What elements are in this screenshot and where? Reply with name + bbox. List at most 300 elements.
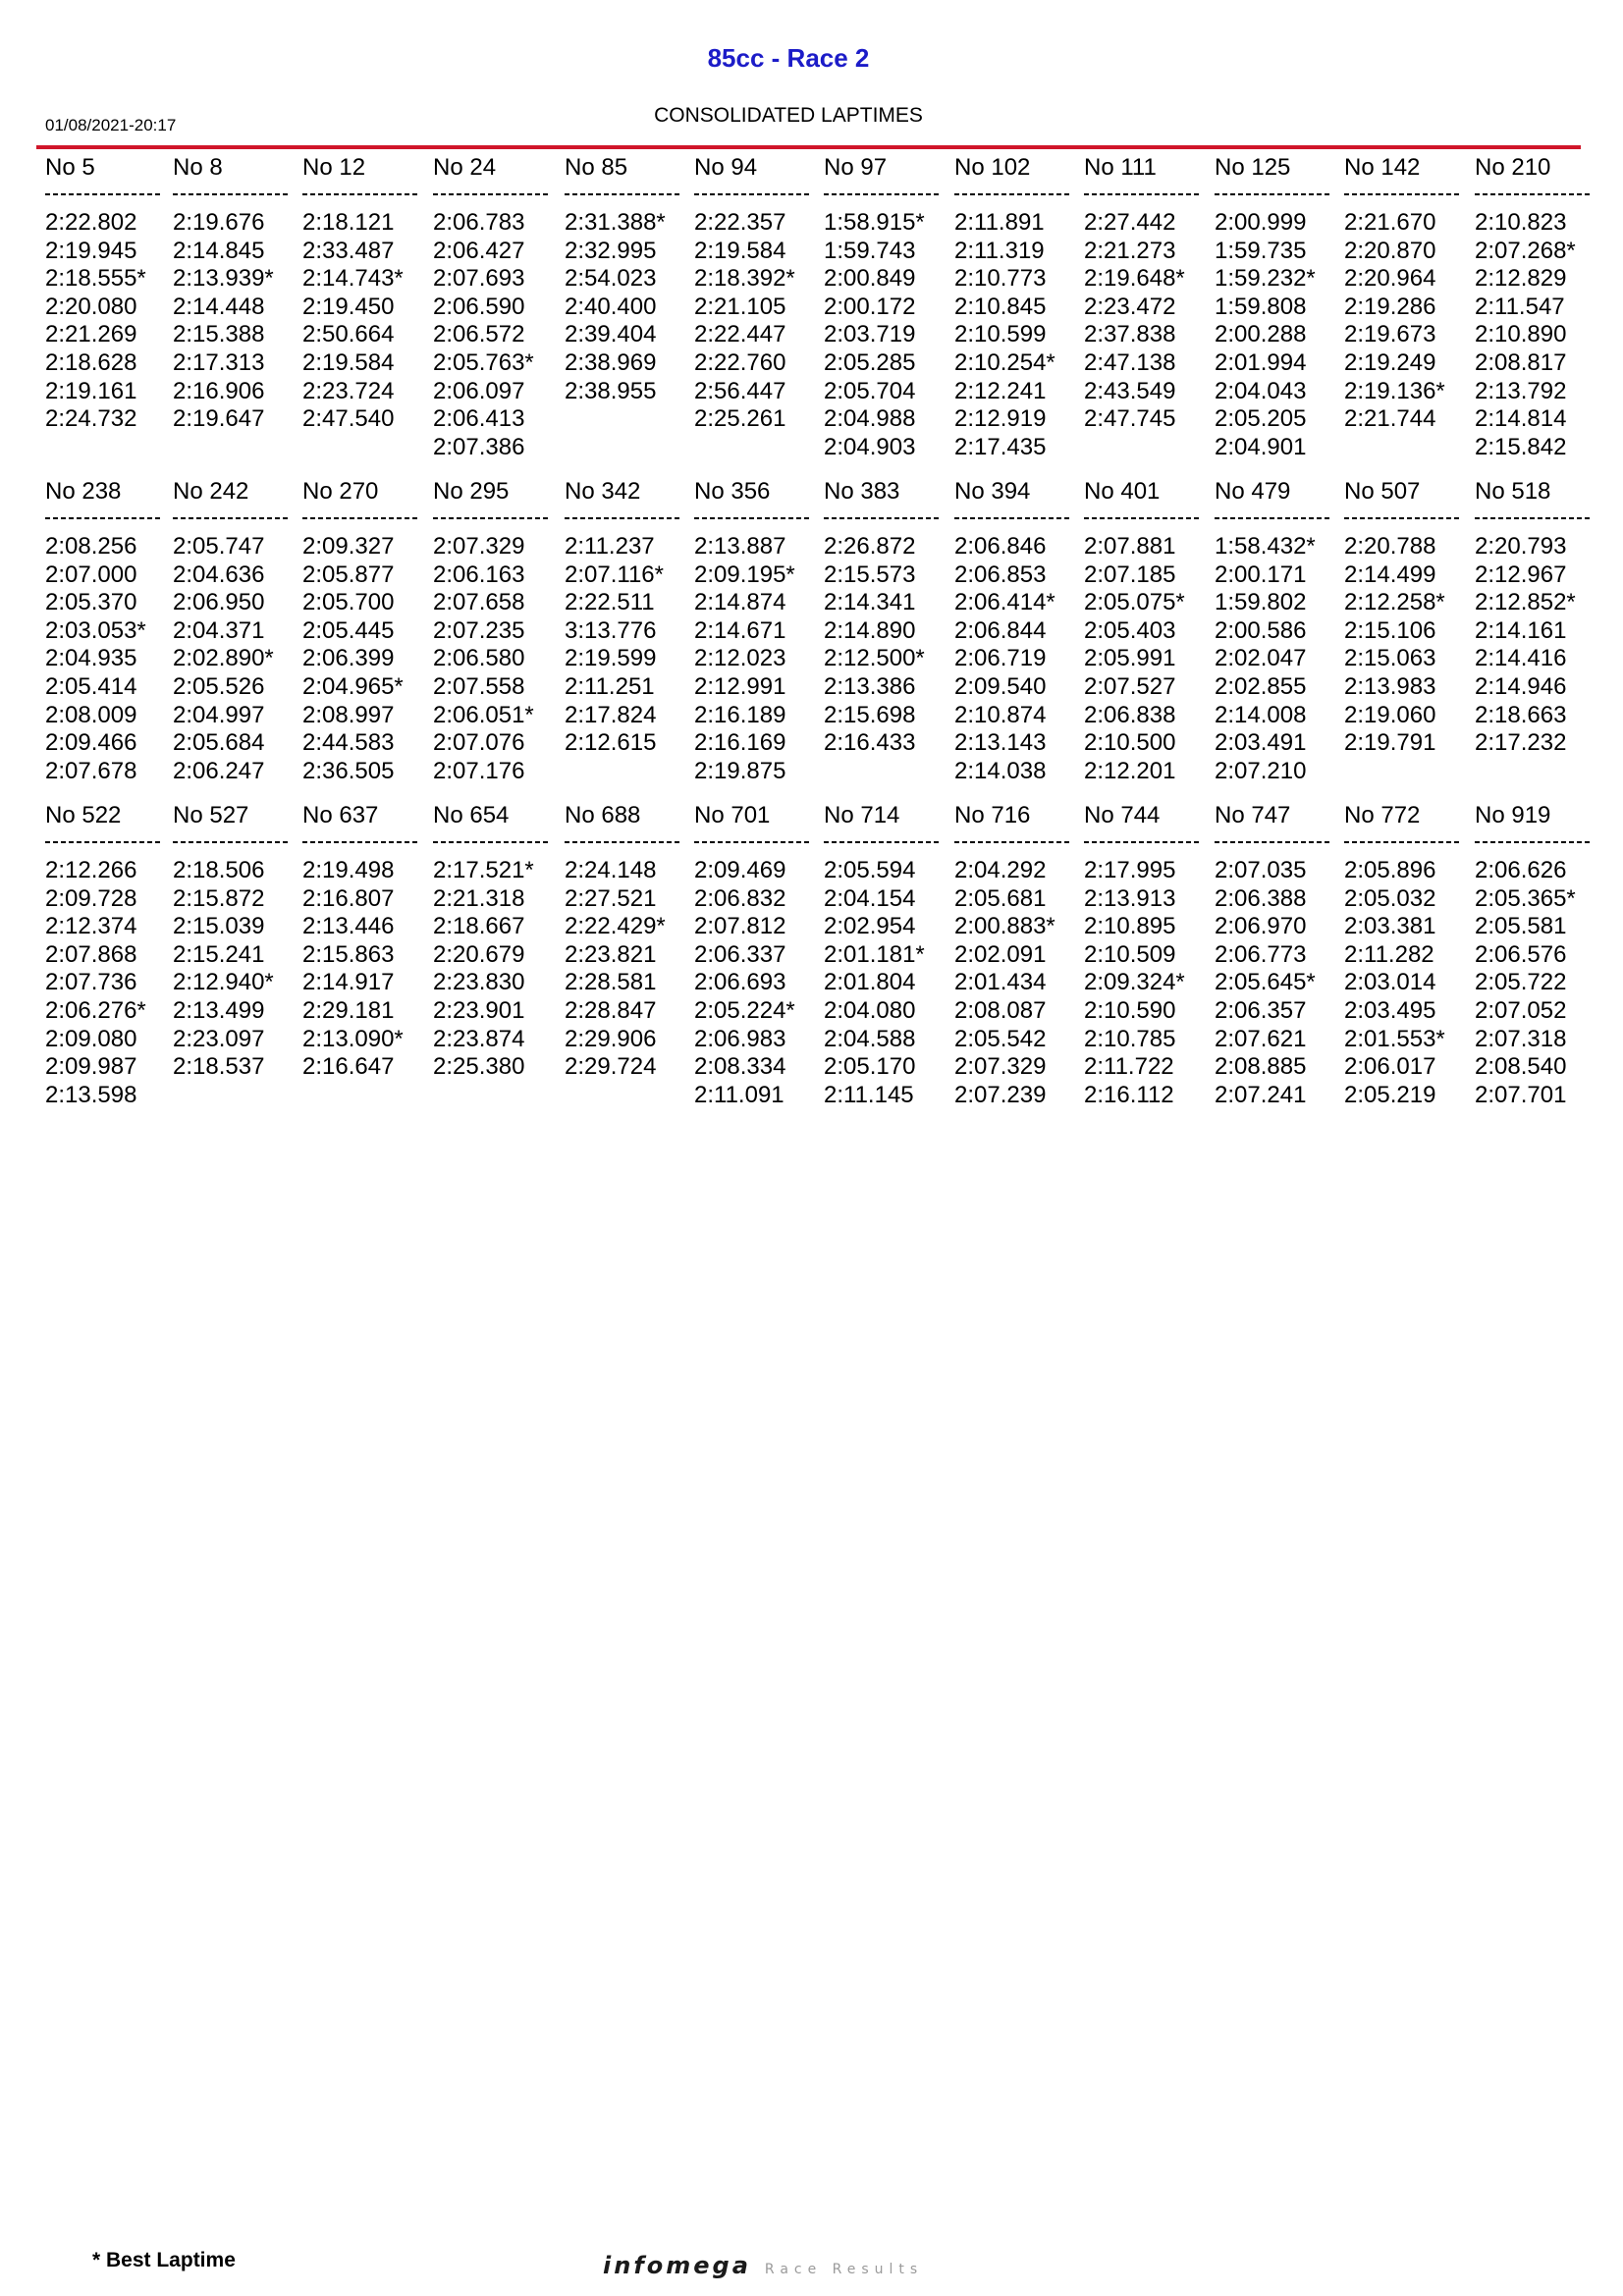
lap-time: 2:02.855 (1215, 672, 1307, 700)
lap-time: 2:27.442 (1084, 209, 1176, 236)
lap-time: 2:12.023 (694, 645, 786, 672)
lap-time: 2:17.232 (1475, 729, 1567, 757)
rider-number-header: No 383 (824, 478, 900, 505)
lap-time: 2:09.324* (1084, 969, 1185, 996)
rider-number-header: No 518 (1475, 478, 1551, 505)
dashed-separator (954, 193, 1070, 195)
lap-time: 2:14.448 (173, 293, 265, 320)
lap-time: 2:22.357 (694, 209, 786, 236)
lap-time: 2:15.039 (173, 913, 265, 940)
lap-time: 2:12.374 (45, 913, 137, 940)
lap-time: 2:20.080 (45, 293, 137, 320)
lap-time: 1:59.735 (1215, 237, 1307, 264)
lap-time: 2:07.052 (1475, 996, 1567, 1024)
rider-column (565, 153, 688, 405)
lap-time: 2:05.414 (45, 672, 137, 700)
lap-time: 2:19.498 (302, 857, 395, 883)
lap-time: 2:07.239 (954, 1081, 1047, 1108)
lap-time: 2:04.965* (302, 672, 404, 700)
rider-column (954, 801, 1078, 1109)
lap-time: 2:11.722 (1084, 1053, 1174, 1081)
lap-time: 2:47.540 (302, 405, 395, 433)
lap-time: 2:06.357 (1215, 996, 1307, 1024)
lap-time: 2:10.785 (1084, 1025, 1176, 1052)
lap-time: 2:07.701 (1475, 1081, 1567, 1108)
lap-time: 2:12.967 (1475, 561, 1567, 588)
lap-time: 2:15.842 (1475, 433, 1567, 460)
lap-time: 2:11.145 (824, 1081, 914, 1108)
rider-column (954, 153, 1078, 461)
lap-time: 1:59.232* (1215, 265, 1316, 293)
lap-time: 2:10.500 (1084, 729, 1176, 757)
lap-time: 2:04.997 (173, 701, 265, 728)
lap-time: 2:20.964 (1344, 265, 1436, 293)
dashed-separator (1475, 193, 1591, 195)
lap-time: 2:05.224* (694, 996, 795, 1024)
lap-time: 2:12.940* (173, 969, 274, 996)
lap-time: 2:05.896 (1344, 857, 1436, 883)
lap-time: 2:19.648* (1084, 265, 1185, 293)
lap-time: 2:15.241 (173, 940, 265, 968)
lap-time: 2:07.621 (1215, 1025, 1307, 1052)
lap-time: 2:02.954 (824, 913, 916, 940)
dashed-separator (1475, 841, 1591, 843)
rider-number-header: No 688 (565, 802, 641, 828)
rider-column (694, 153, 818, 434)
lap-time: 2:19.584 (694, 237, 786, 264)
rider-column (302, 801, 426, 1082)
dashed-separator (694, 193, 810, 195)
lap-time: 2:19.136* (1344, 377, 1445, 404)
rider-number-header: No 210 (1475, 154, 1551, 181)
lap-time: 2:19.673 (1344, 321, 1436, 348)
lap-time: 2:10.845 (954, 293, 1047, 320)
rider-number-header: No 716 (954, 802, 1031, 828)
lap-time: 2:05.722 (1475, 969, 1567, 996)
lap-time: 2:05.681 (954, 884, 1047, 912)
lap-time: 2:16.169 (694, 729, 786, 757)
lap-time: 2:07.812 (694, 913, 786, 940)
lap-time: 2:13.939* (173, 265, 274, 293)
rider-number-header: No 8 (173, 154, 223, 181)
rider-column (173, 801, 297, 1082)
dashed-separator (173, 193, 289, 195)
lap-time: 2:13.913 (1084, 884, 1176, 912)
rider-number-header: No 637 (302, 802, 379, 828)
rider-number-header: No 394 (954, 478, 1031, 505)
lap-time: 2:16.189 (694, 701, 786, 728)
dashed-separator (954, 841, 1070, 843)
lap-time: 2:10.590 (1084, 996, 1176, 1024)
lap-time: 2:08.540 (1475, 1053, 1567, 1081)
lap-time: 2:21.318 (433, 884, 525, 912)
lap-time: 2:07.185 (1084, 561, 1176, 588)
logo-wordmark: infomega (603, 2252, 751, 2279)
rider-number-header: No 701 (694, 802, 771, 828)
lap-time: 2:15.872 (173, 884, 265, 912)
lap-time: 2:14.038 (954, 757, 1047, 784)
lap-time: 2:38.955 (565, 377, 657, 404)
lap-time: 2:03.381 (1344, 913, 1436, 940)
lap-time: 2:12.201 (1084, 757, 1176, 784)
lap-time: 2:05.403 (1084, 616, 1176, 644)
dashed-separator (565, 841, 680, 843)
lap-time: 2:12.991 (694, 672, 786, 700)
lap-time: 2:19.249 (1344, 348, 1436, 376)
lap-time: 2:02.091 (954, 940, 1047, 968)
lap-time: 2:37.838 (1084, 321, 1176, 348)
lap-time: 2:07.000 (45, 561, 137, 588)
lap-time: 2:19.060 (1344, 701, 1436, 728)
lap-time: 2:18.663 (1475, 701, 1567, 728)
lap-time: 2:14.341 (824, 589, 916, 616)
lap-time: 2:22.429* (565, 913, 666, 940)
lap-time: 2:01.181* (824, 940, 925, 968)
rider-number-header: No 24 (433, 154, 497, 181)
lap-time: 2:10.773 (954, 265, 1047, 293)
dashed-separator (1475, 517, 1591, 519)
lap-time: 2:09.987 (45, 1053, 137, 1081)
lap-time: 2:29.181 (302, 996, 395, 1024)
rider-number-header: No 479 (1215, 478, 1291, 505)
lap-time: 2:07.386 (433, 433, 525, 460)
rider-number-header: No 527 (173, 802, 249, 828)
lap-time: 2:13.598 (45, 1081, 137, 1108)
lap-time: 2:06.783 (433, 209, 525, 236)
lap-time: 2:17.435 (954, 433, 1047, 460)
lap-time: 2:07.076 (433, 729, 525, 757)
lap-time: 2:11.251 (565, 672, 655, 700)
lap-time: 2:14.416 (1475, 645, 1567, 672)
lap-time: 2:54.023 (565, 265, 657, 293)
lap-time: 2:09.469 (694, 857, 786, 883)
lap-time: 2:33.487 (302, 237, 395, 264)
lap-time: 2:02.890* (173, 645, 274, 672)
lap-time: 2:05.594 (824, 857, 916, 883)
lap-time: 1:59.808 (1215, 293, 1307, 320)
lap-time: 2:05.365* (1475, 884, 1576, 912)
rider-number-header: No 242 (173, 478, 249, 505)
lap-time: 2:19.945 (45, 237, 137, 264)
rider-column (1215, 801, 1338, 1109)
rider-column (1475, 153, 1598, 461)
lap-time: 2:11.891 (954, 209, 1045, 236)
rider-number-header: No 342 (565, 478, 641, 505)
rider-number-header: No 356 (694, 478, 771, 505)
rider-number-header: No 919 (1475, 802, 1551, 828)
lap-time: 2:04.154 (824, 884, 916, 912)
dashed-separator (45, 517, 161, 519)
lap-time: 2:05.285 (824, 348, 916, 376)
lap-time: 2:04.903 (824, 433, 916, 460)
dashed-separator (302, 841, 418, 843)
lap-time: 2:04.292 (954, 857, 1047, 883)
lap-time: 2:06.719 (954, 645, 1047, 672)
rider-number-header: No 295 (433, 478, 510, 505)
dashed-separator (45, 841, 161, 843)
lap-time: 2:17.313 (173, 348, 265, 376)
lap-time: 2:20.788 (1344, 533, 1436, 560)
lap-time: 2:44.583 (302, 729, 395, 757)
lap-time: 2:24.732 (45, 405, 137, 433)
infomega-logo (603, 2252, 923, 2279)
rider-column (1344, 153, 1468, 434)
lap-time: 2:04.588 (824, 1025, 916, 1052)
lap-time: 2:12.258* (1344, 589, 1445, 616)
rider-number-header: No 744 (1084, 802, 1161, 828)
lap-time: 2:08.256 (45, 533, 137, 560)
lap-time: 2:15.106 (1344, 616, 1436, 644)
rider-column (433, 153, 557, 461)
lap-time: 2:07.658 (433, 589, 525, 616)
rider-column (1084, 801, 1208, 1109)
lap-time: 2:08.997 (302, 701, 395, 728)
lap-time: 2:05.445 (302, 616, 395, 644)
rider-number-header: No 102 (954, 154, 1031, 181)
lap-time: 2:23.724 (302, 377, 395, 404)
page-title: 85cc - Race 2 (707, 43, 870, 73)
rider-number-header: No 12 (302, 154, 366, 181)
lap-time: 2:20.679 (433, 940, 525, 968)
lap-time: 2:12.919 (954, 405, 1047, 433)
rider-column (433, 801, 557, 1082)
lap-time: 2:32.995 (565, 237, 657, 264)
lap-time: 2:06.051* (433, 701, 534, 728)
lap-time: 1:59.802 (1215, 589, 1307, 616)
lap-time: 2:19.161 (45, 377, 137, 404)
lap-time: 2:07.527 (1084, 672, 1176, 700)
rider-column (45, 477, 169, 785)
lap-time: 2:05.526 (173, 672, 265, 700)
rider-column (302, 477, 426, 785)
dashed-separator (1084, 193, 1200, 195)
dashed-separator (1344, 841, 1460, 843)
lap-time: 2:08.817 (1475, 348, 1567, 376)
rider-column (433, 477, 557, 785)
lap-time: 2:09.080 (45, 1025, 137, 1052)
lap-time: 2:08.885 (1215, 1053, 1307, 1081)
rider-number-header: No 5 (45, 154, 95, 181)
lap-time: 2:50.664 (302, 321, 395, 348)
lap-time: 2:06.590 (433, 293, 525, 320)
lap-time: 2:47.745 (1084, 405, 1176, 433)
lap-time: 2:25.380 (433, 1053, 525, 1081)
page-subtitle: CONSOLIDATED LAPTIMES (654, 104, 923, 127)
lap-time: 2:23.874 (433, 1025, 525, 1052)
lap-time: 2:15.388 (173, 321, 265, 348)
dashed-separator (694, 841, 810, 843)
lap-time: 2:19.286 (1344, 293, 1436, 320)
lap-time: 2:04.636 (173, 561, 265, 588)
rider-column (45, 153, 169, 434)
lap-time: 2:07.241 (1215, 1081, 1307, 1108)
lap-time: 2:07.318 (1475, 1025, 1567, 1052)
rider-number-header: No 772 (1344, 802, 1421, 828)
lap-time: 2:07.210 (1215, 757, 1307, 784)
lap-time: 2:07.736 (45, 969, 137, 996)
lap-time: 2:06.247 (173, 757, 265, 784)
lap-time: 2:07.329 (433, 533, 525, 560)
rider-column (45, 801, 169, 1109)
lap-time: 2:11.547 (1475, 293, 1565, 320)
lap-time: 2:04.043 (1215, 377, 1307, 404)
lap-time: 2:17.995 (1084, 857, 1176, 883)
lap-time: 2:19.647 (173, 405, 265, 433)
dashed-separator (45, 193, 161, 195)
dashed-separator (1344, 517, 1460, 519)
rider-column (1344, 801, 1468, 1109)
lap-time: 2:06.017 (1344, 1053, 1436, 1081)
dashed-separator (824, 841, 940, 843)
lap-time: 2:12.241 (954, 377, 1047, 404)
dashed-separator (824, 193, 940, 195)
lap-time: 2:07.693 (433, 265, 525, 293)
lap-time: 2:06.413 (433, 405, 525, 433)
timestamp: 01/08/2021-20:17 (45, 116, 177, 134)
lap-time: 2:29.724 (565, 1053, 657, 1081)
dashed-separator (433, 193, 549, 195)
lap-time: 2:16.112 (1084, 1081, 1174, 1108)
lap-time: 2:10.874 (954, 701, 1047, 728)
lap-time: 2:06.832 (694, 884, 786, 912)
lap-time: 2:09.195* (694, 561, 795, 588)
lap-time: 2:22.802 (45, 209, 137, 236)
dashed-separator (694, 517, 810, 519)
lap-time: 2:01.804 (824, 969, 916, 996)
rider-column (824, 153, 947, 461)
lap-time: 2:06.399 (302, 645, 395, 672)
lap-time: 2:16.807 (302, 884, 395, 912)
lap-time: 1:58.432* (1215, 533, 1316, 560)
lap-time: 2:28.581 (565, 969, 657, 996)
rider-number-header: No 111 (1084, 154, 1157, 181)
lap-time: 2:11.237 (565, 533, 655, 560)
lap-time: 2:07.558 (433, 672, 525, 700)
rider-column (302, 153, 426, 434)
dashed-separator (1084, 517, 1200, 519)
lap-time: 2:12.266 (45, 857, 137, 883)
lap-time: 2:00.171 (1215, 561, 1307, 588)
lap-time: 2:27.521 (565, 884, 657, 912)
footnote: * Best Laptime (92, 2249, 236, 2271)
rider-column (824, 477, 947, 758)
dashed-separator (1215, 193, 1330, 195)
lap-time: 2:40.400 (565, 293, 657, 320)
lap-time: 2:23.901 (433, 996, 525, 1024)
lap-time: 2:14.499 (1344, 561, 1436, 588)
lap-time: 2:19.599 (565, 645, 657, 672)
lap-time: 2:07.035 (1215, 857, 1307, 883)
dashed-separator (954, 517, 1070, 519)
lap-time: 2:06.427 (433, 237, 525, 264)
lap-time: 2:14.946 (1475, 672, 1567, 700)
lap-time: 2:13.090* (302, 1025, 404, 1052)
lap-time: 2:18.392* (694, 265, 795, 293)
lap-time: 2:07.868 (45, 940, 137, 968)
lap-time: 2:25.261 (694, 405, 786, 433)
lap-time: 2:07.881 (1084, 533, 1176, 560)
rider-column (1215, 477, 1338, 785)
lap-time: 2:16.433 (824, 729, 916, 757)
lap-time: 2:06.693 (694, 969, 786, 996)
lap-time: 2:03.014 (1344, 969, 1436, 996)
lap-time: 2:05.032 (1344, 884, 1436, 912)
lap-time: 2:21.744 (1344, 405, 1436, 433)
lap-time: 2:14.008 (1215, 701, 1307, 728)
lap-time: 2:04.901 (1215, 433, 1307, 460)
lap-time: 2:06.846 (954, 533, 1047, 560)
lap-time: 2:14.671 (694, 616, 786, 644)
rider-number-header: No 401 (1084, 478, 1161, 505)
lap-time: 2:06.580 (433, 645, 525, 672)
lap-time: 2:13.446 (302, 913, 395, 940)
lap-time: 2:17.824 (565, 701, 657, 728)
dashed-separator (433, 841, 549, 843)
lap-time: 2:19.875 (694, 757, 786, 784)
lap-time: 2:00.586 (1215, 616, 1307, 644)
rider-column (1344, 477, 1468, 758)
lap-time: 2:05.704 (824, 377, 916, 404)
rider-number-header: No 94 (694, 154, 758, 181)
lap-time: 2:29.906 (565, 1025, 657, 1052)
lap-time: 2:11.319 (954, 237, 1045, 264)
lap-time: 2:06.337 (694, 940, 786, 968)
lap-time: 2:18.667 (433, 913, 525, 940)
lap-time: 2:13.792 (1475, 377, 1567, 404)
lap-time: 2:21.273 (1084, 237, 1176, 264)
lap-time: 2:31.388* (565, 209, 666, 236)
lap-time: 2:05.763* (433, 348, 534, 376)
lap-time: 2:20.793 (1475, 533, 1567, 560)
lap-time: 2:07.329 (954, 1053, 1047, 1081)
lap-time: 2:18.555* (45, 265, 146, 293)
lap-time: 2:43.549 (1084, 377, 1176, 404)
lap-time: 2:06.572 (433, 321, 525, 348)
lap-time: 2:07.116* (565, 561, 664, 588)
lap-time: 2:18.537 (173, 1053, 265, 1081)
lap-time: 2:19.676 (173, 209, 265, 236)
rider-column (1475, 477, 1598, 758)
lap-time: 2:05.581 (1475, 913, 1567, 940)
lap-time: 2:15.573 (824, 561, 916, 588)
lap-time: 2:05.075* (1084, 589, 1185, 616)
lap-time: 2:00.883* (954, 913, 1055, 940)
lap-time: 2:13.499 (173, 996, 265, 1024)
lap-time: 2:06.983 (694, 1025, 786, 1052)
lap-time: 2:15.698 (824, 701, 916, 728)
lap-time: 2:26.872 (824, 533, 916, 560)
lap-time: 2:18.628 (45, 348, 137, 376)
rider-column (694, 801, 818, 1109)
lap-time: 2:11.282 (1344, 940, 1434, 968)
lap-time: 2:14.743* (302, 265, 404, 293)
lap-time: 2:06.838 (1084, 701, 1176, 728)
lap-time: 2:14.917 (302, 969, 395, 996)
lap-time: 2:01.994 (1215, 348, 1307, 376)
lap-time: 2:47.138 (1084, 348, 1176, 376)
dashed-separator (173, 517, 289, 519)
lap-time: 2:03.053* (45, 616, 146, 644)
lap-time: 2:13.887 (694, 533, 786, 560)
lap-time: 2:09.540 (954, 672, 1047, 700)
lap-time: 2:13.386 (824, 672, 916, 700)
lap-time: 2:21.105 (694, 293, 786, 320)
lap-time: 2:08.009 (45, 701, 137, 728)
lap-time: 2:14.890 (824, 616, 916, 644)
lap-time: 2:14.161 (1475, 616, 1567, 644)
lap-time: 2:05.991 (1084, 645, 1176, 672)
lap-time: 2:11.091 (694, 1081, 784, 1108)
